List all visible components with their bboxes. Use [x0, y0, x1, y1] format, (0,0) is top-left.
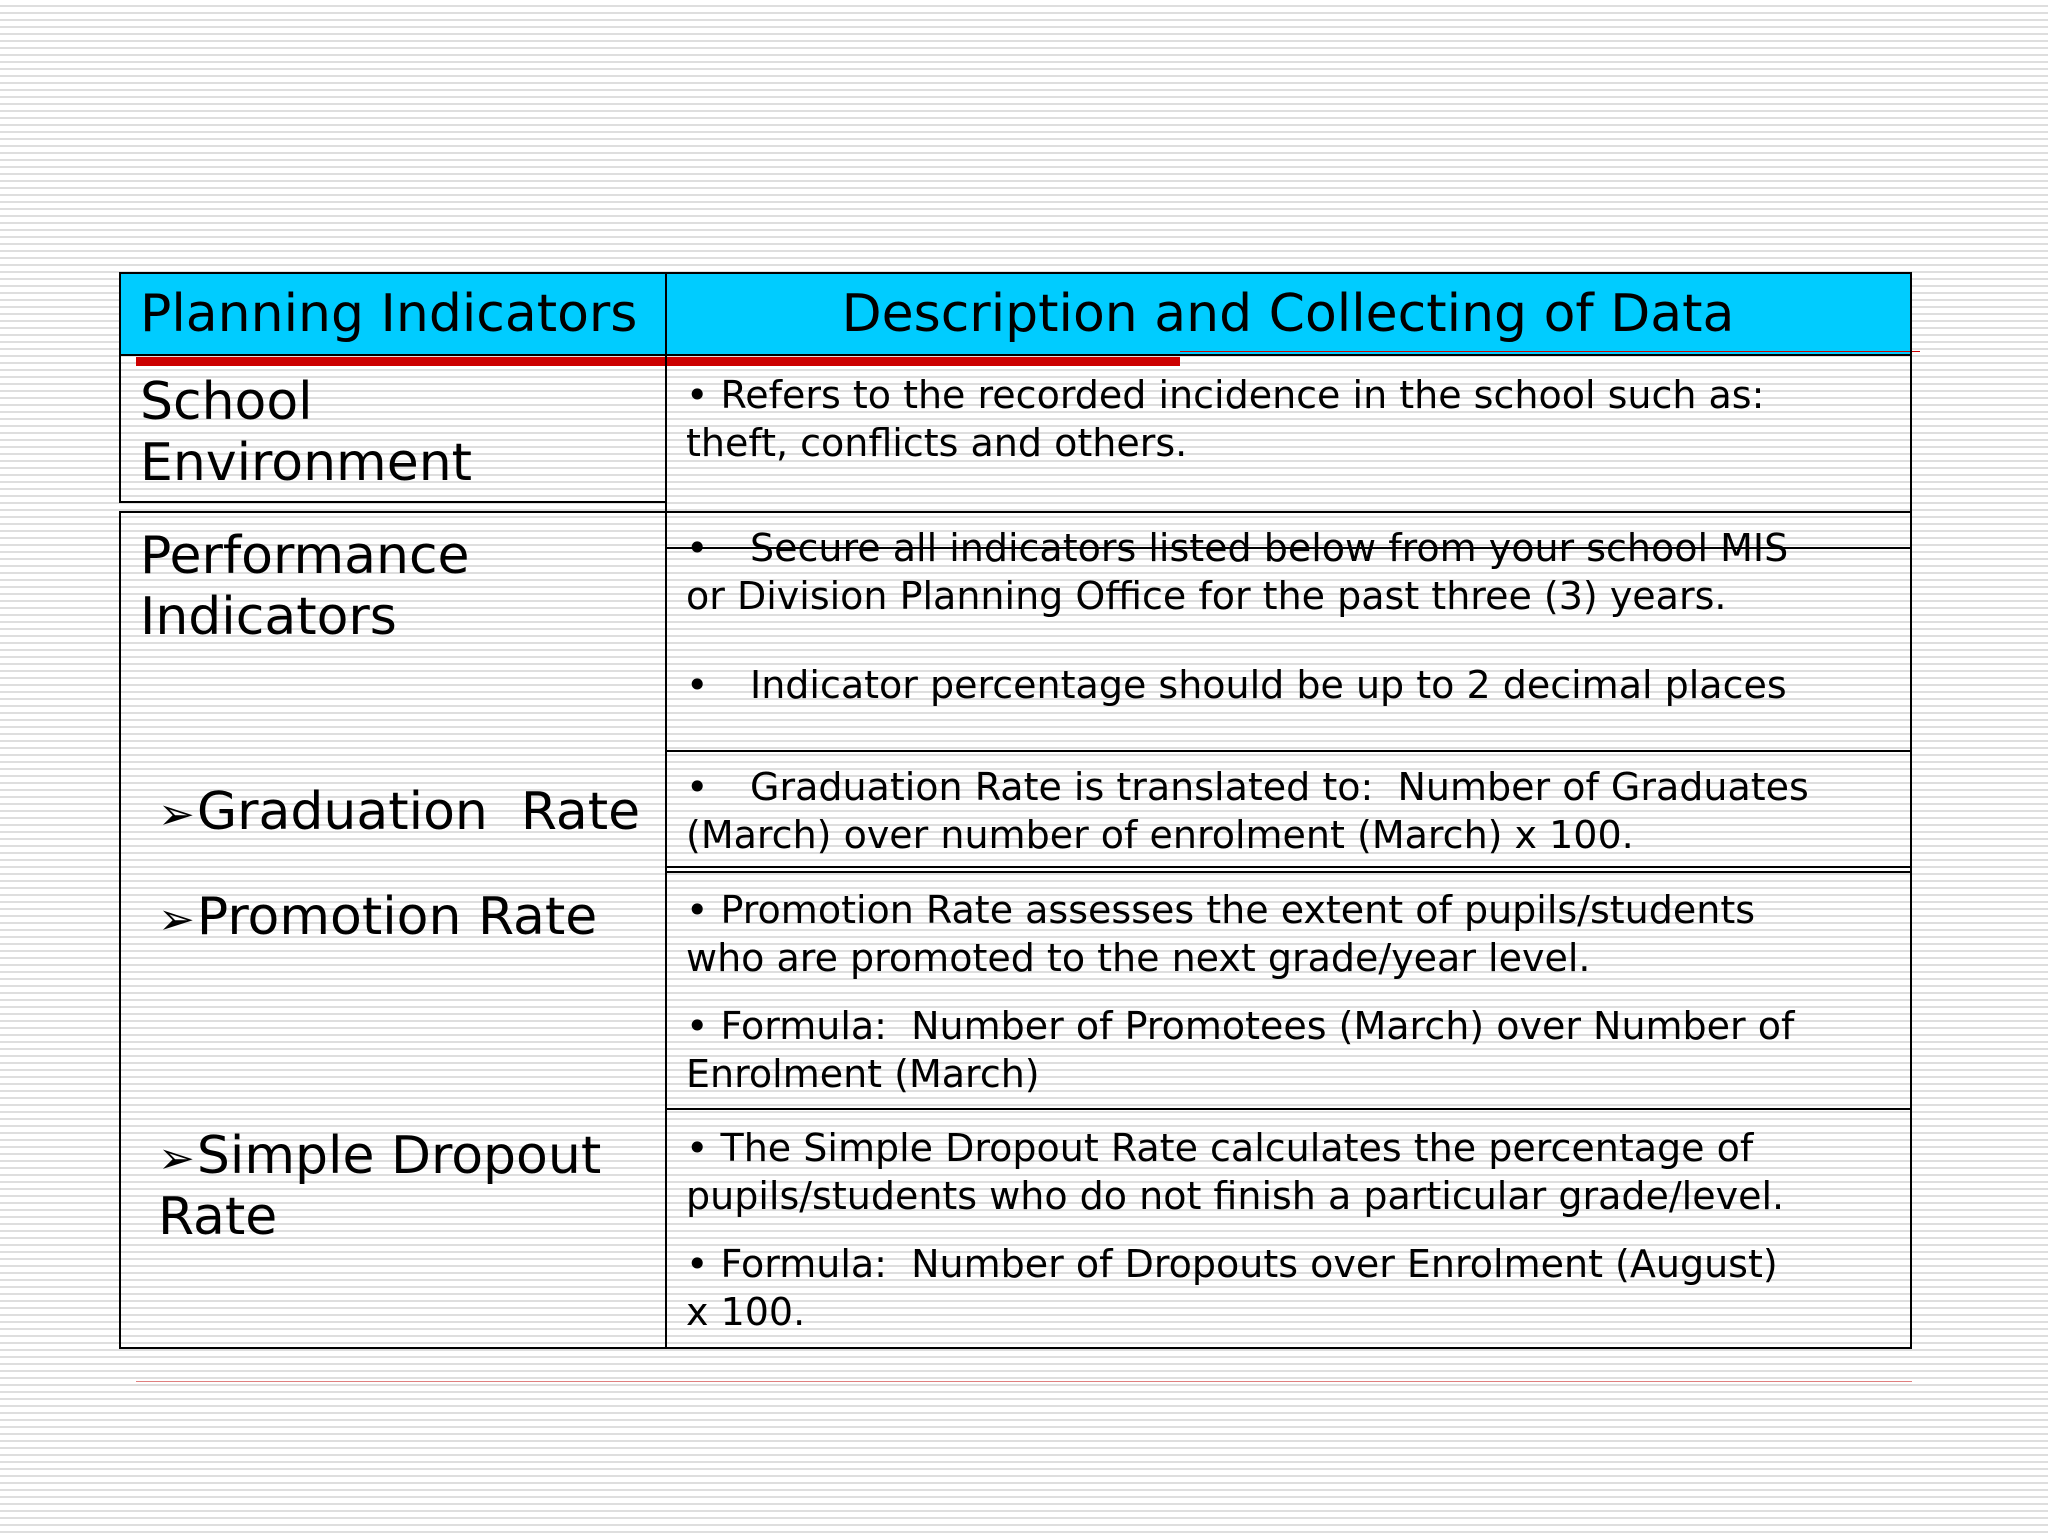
- performance-bullet2-text: Indicator percentage should be up to 2 decimal places: [750, 663, 1787, 707]
- promotion-desc2-line1: [686, 1002, 1794, 1050]
- dropout-desc2-line2: x 100.: [686, 1290, 806, 1334]
- graduation-right-bottom: [665, 866, 1912, 868]
- promotion-rate-text: Promotion Rate: [196, 887, 598, 947]
- dropout-desc2-text1: Formula: Number of Dropouts over Enrolment (August): [720, 1242, 1778, 1286]
- graduation-rate-text: Graduation Rate: [196, 782, 641, 842]
- dropout-desc1-line2: pupils/students who do not finish a particular grade/level.: [686, 1174, 1785, 1218]
- bullet: •: [686, 373, 709, 417]
- header-planning-indicators-label: Planning Indicators: [140, 284, 638, 344]
- bullet: •: [686, 663, 709, 707]
- dropout-rate-text1: Simple Dropout: [196, 1126, 602, 1186]
- header-description-label: Description and Collecting of Data: [841, 284, 1735, 344]
- arrow-bullet-icon: ➢: [158, 789, 195, 840]
- bullet: •: [686, 1004, 709, 1048]
- performance-indicators-label-2: Indicators: [140, 587, 397, 647]
- dropout-desc1-text1: The Simple Dropout Rate calculates the percentage of: [720, 1126, 1754, 1170]
- header-description: [666, 274, 1910, 354]
- promotion-desc1-text1: Promotion Rate assesses the extent of pupils/students: [720, 888, 1756, 932]
- table-right-border: [1910, 273, 1912, 1349]
- table-left-border-bottom: [119, 512, 121, 1349]
- bullet: •: [686, 765, 709, 809]
- performance-left-top: [119, 511, 667, 513]
- bullet: •: [686, 1242, 709, 1286]
- dropout-rate-label-2: Rate: [158, 1187, 278, 1247]
- bullet: •: [686, 526, 709, 570]
- promotion-right-bottom: [665, 1108, 1912, 1110]
- graduation-desc-line2: (March) over number of enrolment (March) x 100.: [686, 813, 1634, 857]
- school-environment-label-2: Environment: [140, 433, 473, 493]
- dropout-desc1-line1: [686, 1124, 1753, 1172]
- graduation-desc-line1: [686, 763, 1809, 811]
- graduation-right-bottom-2: [665, 871, 1912, 873]
- performance-right-bottom: [665, 750, 1912, 752]
- bullet: •: [686, 888, 709, 932]
- school-env-left-bottom: [119, 501, 667, 503]
- bullet: •: [686, 1126, 709, 1170]
- header-bottom-border: [119, 354, 1912, 356]
- school-env-right-bottom: [665, 511, 1912, 513]
- arrow-bullet-icon: ➢: [158, 1133, 195, 1184]
- performance-bullet1-line1: [686, 524, 1788, 572]
- arrow-bullet-icon: ➢: [158, 894, 195, 945]
- graduation-rate-label: [158, 781, 640, 846]
- promotion-desc2-text1: Formula: Number of Promotees (March) over Number of: [720, 1004, 1795, 1048]
- school-environment-label-1: School: [140, 372, 313, 432]
- school-environment-desc-line1: Refers to the recorded incidence in the school such as:: [720, 373, 1765, 417]
- graduation-desc-text1: Graduation Rate is translated to: Number of Graduates: [750, 765, 1809, 809]
- dropout-rate-label-1: [158, 1125, 601, 1190]
- table-top-border: [119, 272, 1912, 274]
- promotion-desc1-line1: [686, 886, 1755, 934]
- header-accent-thin-line: [1180, 351, 1920, 352]
- promotion-desc2-line2: Enrolment (March): [686, 1052, 1040, 1096]
- dropout-desc2-line1: [686, 1240, 1778, 1288]
- performance-bullet1-line2: or Division Planning Office for the past three (3) years.: [686, 574, 1727, 618]
- performance-bullet2: [686, 661, 1787, 709]
- promotion-desc1-line2: who are promoted to the next grade/year level.: [686, 936, 1591, 980]
- table-bottom-border: [119, 1347, 1912, 1349]
- header-accent-bar: [136, 357, 1180, 366]
- table-column-divider: [665, 273, 667, 1349]
- footer-red-line: [136, 1381, 1912, 1382]
- school-environment-desc-1: [686, 371, 1764, 419]
- header-planning-indicators: [120, 274, 666, 354]
- promotion-rate-label: [158, 886, 597, 951]
- performance-indicators-label-1: Performance: [140, 526, 470, 586]
- performance-bullet1-text1: Secure all indicators listed below from your school MIS: [750, 526, 1789, 570]
- table-left-border-top: [119, 273, 121, 503]
- school-environment-desc-2: theft, conflicts and others.: [686, 421, 1188, 465]
